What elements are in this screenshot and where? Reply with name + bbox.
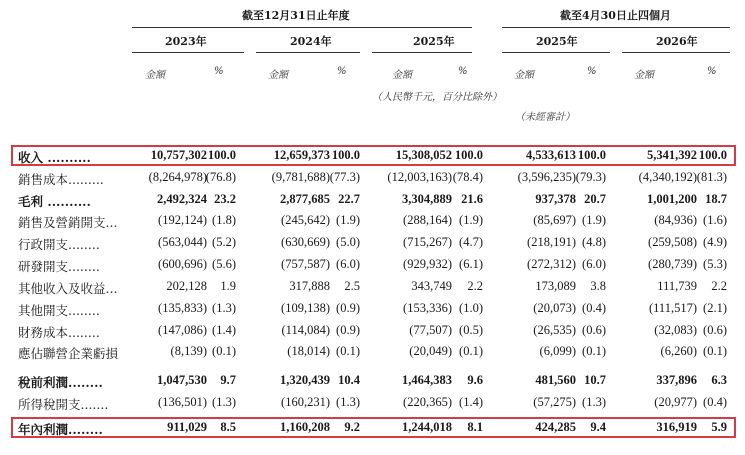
cell-pct-2023: (5.2) [212,235,236,249]
unaudited-note: （未經審計） [515,112,575,123]
row-cost-of-sales [0,168,745,188]
row-admin-expenses [0,233,745,253]
amount-header-2023: 金額 [145,70,165,81]
cell-pct-2024: (0.9) [336,301,360,315]
cell-amount-2024: 1,320,439 [280,373,330,387]
cell-pct-2025: (1.4) [459,395,483,409]
profit-highlight-box [11,417,736,438]
cell-pct-2023: (1.3) [212,301,236,315]
row-label: 其他開支........ [18,303,100,318]
cell-pct-2024: 100.0 [331,148,360,162]
cell-pct-2026-interim: (1.6) [703,213,727,227]
year-rule-2025-interim [502,52,610,53]
cell-pct-2025-interim: 100.0 [577,148,606,162]
percent-header-2025-interim: % [587,66,597,77]
amount-header-2025: 金額 [392,70,412,81]
cell-amount-2023: 202,128 [166,279,207,293]
cell-pct-2025-interim: (79.3) [575,170,606,184]
cell-pct-2025-interim: (0.1) [582,344,606,358]
cell-pct-2024: (77.3) [329,170,360,184]
year-rule-2025 [372,52,472,53]
interim-group-header: 截至4月30日止四個月 [560,9,671,22]
cell-amount-2024: (114,084) [281,323,330,337]
cell-amount-2025-interim: 4,533,613 [526,148,576,162]
year-header-2024: 2024年 [290,35,332,48]
cell-amount-2025-interim: (272,312) [527,257,576,271]
row-label: 稅前利潤........ [18,375,103,390]
cell-pct-2026-interim: (0.1) [703,344,727,358]
cell-pct-2025-interim: (4.8) [582,235,606,249]
cell-pct-2026-interim: 6.3 [711,373,727,387]
cell-pct-2024: 10.4 [338,373,360,387]
cell-pct-2025-interim: (1.9) [582,213,606,227]
annual-group-header: 截至12月31日止年度 [242,9,350,22]
cell-amount-2025-interim: (26,535) [533,323,576,337]
cell-pct-2023: (76.8) [205,170,236,184]
cell-amount-2023: (600,696) [158,257,207,271]
cell-pct-2026-interim: (4.9) [703,235,727,249]
cell-pct-2025: 100.0 [454,148,483,162]
cell-amount-2023: (136,501) [158,395,207,409]
cell-amount-2024: 2,877,685 [280,192,330,206]
cell-amount-2025: 1,244,018 [402,420,452,434]
year-rule-2026-interim [622,52,730,53]
cell-amount-2026-interim: (4,340,192) [638,170,697,184]
cell-pct-2026-interim: (0.6) [703,323,727,337]
cell-amount-2024: (9,781,688) [271,170,330,184]
cell-amount-2025-interim: 424,285 [535,420,576,434]
cell-amount-2023: 1,047,530 [157,373,207,387]
cell-amount-2026-interim: 337,896 [656,373,697,387]
year-header-2025-interim: 2025年 [536,35,578,48]
cell-pct-2023: (0.1) [212,344,236,358]
percent-header-2026-interim: % [707,66,717,77]
cell-pct-2025: 8.1 [467,420,483,434]
row-label: 所得稅開支....... [18,397,109,412]
cell-amount-2025: (288,164) [403,213,452,227]
cell-amount-2024: 1,160,208 [280,420,330,434]
cell-amount-2024: (109,138) [281,301,330,315]
cell-amount-2025-interim: (3,596,235) [517,170,576,184]
cell-amount-2025: (715,267) [403,235,452,249]
cell-amount-2026-interim: 316,919 [656,420,697,434]
row-share-of-associate-losses [0,342,745,362]
cell-amount-2025: (77,507) [409,323,452,337]
row-selling-expenses [0,211,745,231]
cell-pct-2026-interim: 2.2 [711,279,727,293]
cell-pct-2025-interim: (1.3) [582,395,606,409]
cell-amount-2025: (12,003,163) [387,170,452,184]
cell-amount-2024: (630,669) [281,235,330,249]
cell-amount-2023: (563,044) [158,235,207,249]
row-label: 應佔聯營企業虧損 [18,346,119,361]
cell-pct-2023: (1.3) [212,395,236,409]
cell-amount-2025: 343,749 [411,279,452,293]
year-header-2026-interim: 2026年 [656,35,698,48]
amount-header-2024: 金額 [268,70,288,81]
cell-amount-2025-interim: (57,275) [533,395,576,409]
cell-pct-2024: 9.2 [344,420,360,434]
cell-amount-2025-interim: (6,099) [539,344,576,358]
cell-pct-2026-interim: 5.9 [711,420,727,434]
row-other-expenses [0,299,745,319]
year-rule-2023 [132,52,244,53]
cell-amount-2024: 317,888 [289,279,330,293]
cell-pct-2025: (6.1) [459,257,483,271]
cell-amount-2025-interim: (218,191) [527,235,576,249]
row-other-income [0,277,745,297]
cell-pct-2025: (78.4) [452,170,483,184]
cell-amount-2023: 10,757,302 [150,148,207,162]
cell-pct-2024: (0.9) [336,323,360,337]
cell-pct-2024: (6.0) [336,257,360,271]
cell-amount-2025: (929,932) [403,257,452,271]
cell-pct-2025-interim: 20.7 [584,192,606,206]
cell-amount-2026-interim: (6,260) [660,344,697,358]
interim-group-rule [502,27,730,28]
cell-pct-2025: (0.5) [459,323,483,337]
cell-pct-2025: 2.2 [467,279,483,293]
cell-pct-2025-interim: 3.8 [590,279,606,293]
cell-pct-2023: (1.8) [212,213,236,227]
cell-amount-2024: (757,587) [281,257,330,271]
cell-pct-2025-interim: (6.0) [582,257,606,271]
cell-pct-2024: (5.0) [336,235,360,249]
cell-amount-2025-interim: 937,378 [535,192,576,206]
amount-header-2025-interim: 金額 [514,70,534,81]
cell-pct-2026-interim: (81.3) [696,170,727,184]
cell-amount-2026-interim: (32,083) [654,323,697,337]
cell-pct-2024: 2.5 [344,279,360,293]
cell-amount-2025: (20,049) [409,344,452,358]
cell-pct-2025-interim: 10.7 [584,373,606,387]
cell-amount-2023: 2,492,324 [157,192,207,206]
cell-pct-2025: 21.6 [461,192,483,206]
cell-pct-2026-interim: (2.1) [703,301,727,315]
cell-amount-2024: (18,014) [287,344,330,358]
year-header-2023: 2023年 [165,35,207,48]
amount-header-2026-interim: 金額 [634,70,654,81]
cell-pct-2025: (1.9) [459,213,483,227]
cell-amount-2025-interim: (85,697) [533,213,576,227]
cell-amount-2023: (135,833) [158,301,207,315]
row-label: 收入 .......... [18,150,91,165]
unit-note: （人民幣千元，百分比除外） [372,92,502,103]
cell-amount-2025: 15,308,052 [395,148,452,162]
cell-amount-2023: (147,086) [158,323,207,337]
cell-amount-2025-interim: (20,073) [533,301,576,315]
cell-pct-2024: (1.9) [336,213,360,227]
cell-amount-2026-interim: 111,739 [657,279,697,293]
percent-header-2024: % [337,66,347,77]
row-label: 行政開支........ [18,237,100,252]
cell-amount-2024: (245,642) [281,213,330,227]
cell-amount-2025-interim: 481,560 [535,373,576,387]
row-profit-before-tax [0,371,745,391]
cell-pct-2023: (1.4) [212,323,236,337]
cell-amount-2024: (160,231) [281,395,330,409]
cell-pct-2025-interim: (0.4) [582,301,606,315]
cell-pct-2025: (0.1) [459,344,483,358]
cell-amount-2025: (153,336) [403,301,452,315]
cell-pct-2025: (1.0) [459,301,483,315]
cell-pct-2025: 9.6 [467,373,483,387]
cell-amount-2025: 3,304,889 [402,192,452,206]
row-income-tax [0,393,745,413]
row-label: 財務成本........ [18,325,100,340]
cell-pct-2023: (5.6) [212,257,236,271]
cell-pct-2023: 1.9 [220,279,236,293]
cell-pct-2023: 100.0 [207,148,236,162]
row-label: 年內利潤........ [18,422,103,437]
cell-amount-2023: (8,139) [170,344,207,358]
cell-amount-2023: (8,264,978) [148,170,207,184]
row-rnd-expenses [0,255,745,275]
cell-amount-2025: 1,464,383 [402,373,452,387]
cell-amount-2026-interim: 5,341,392 [647,148,697,162]
cell-amount-2023: (192,124) [158,213,207,227]
cell-pct-2025: (4.7) [459,235,483,249]
annual-group-rule [132,27,472,28]
cell-pct-2026-interim: 18.7 [705,192,727,206]
cell-pct-2023: 8.5 [220,420,236,434]
cell-amount-2023: 911,029 [167,420,207,434]
row-label: 銷售及營銷開支... [18,215,118,230]
year-rule-2024 [256,52,360,53]
cell-pct-2023: 23.2 [214,192,236,206]
row-label: 研發開支........ [18,259,100,274]
percent-header-2025: % [458,66,468,77]
row-label: 其他收入及收益... [18,281,118,296]
cell-pct-2025-interim: (0.6) [582,323,606,337]
cell-pct-2025-interim: 9.4 [590,420,606,434]
cell-pct-2026-interim: 100.0 [698,148,727,162]
cell-pct-2024: (0.1) [336,344,360,358]
row-gross-profit [0,190,745,210]
cell-pct-2024: 22.7 [338,192,360,206]
row-label: 毛利 .......... [18,194,91,209]
cell-pct-2024: (1.3) [336,395,360,409]
cell-amount-2026-interim: (111,517) [648,301,697,315]
cell-amount-2026-interim: (259,508) [648,235,697,249]
cell-amount-2026-interim: (20,977) [654,395,697,409]
row-label: 銷售成本......... [18,172,104,187]
cell-amount-2026-interim: 1,001,200 [647,192,697,206]
year-header-2025: 2025年 [413,35,455,48]
cell-pct-2026-interim: (5.3) [703,257,727,271]
row-finance-costs [0,321,745,341]
cell-amount-2026-interim: (280,739) [648,257,697,271]
cell-amount-2025-interim: 173,089 [535,279,576,293]
cell-pct-2023: 9.7 [220,373,236,387]
cell-amount-2025: (220,365) [403,395,452,409]
cell-amount-2024: 12,659,373 [273,148,330,162]
percent-header-2023: % [214,66,224,77]
cell-amount-2026-interim: (84,936) [654,213,697,227]
revenue-highlight-box [11,145,736,166]
cell-pct-2026-interim: (0.4) [703,395,727,409]
